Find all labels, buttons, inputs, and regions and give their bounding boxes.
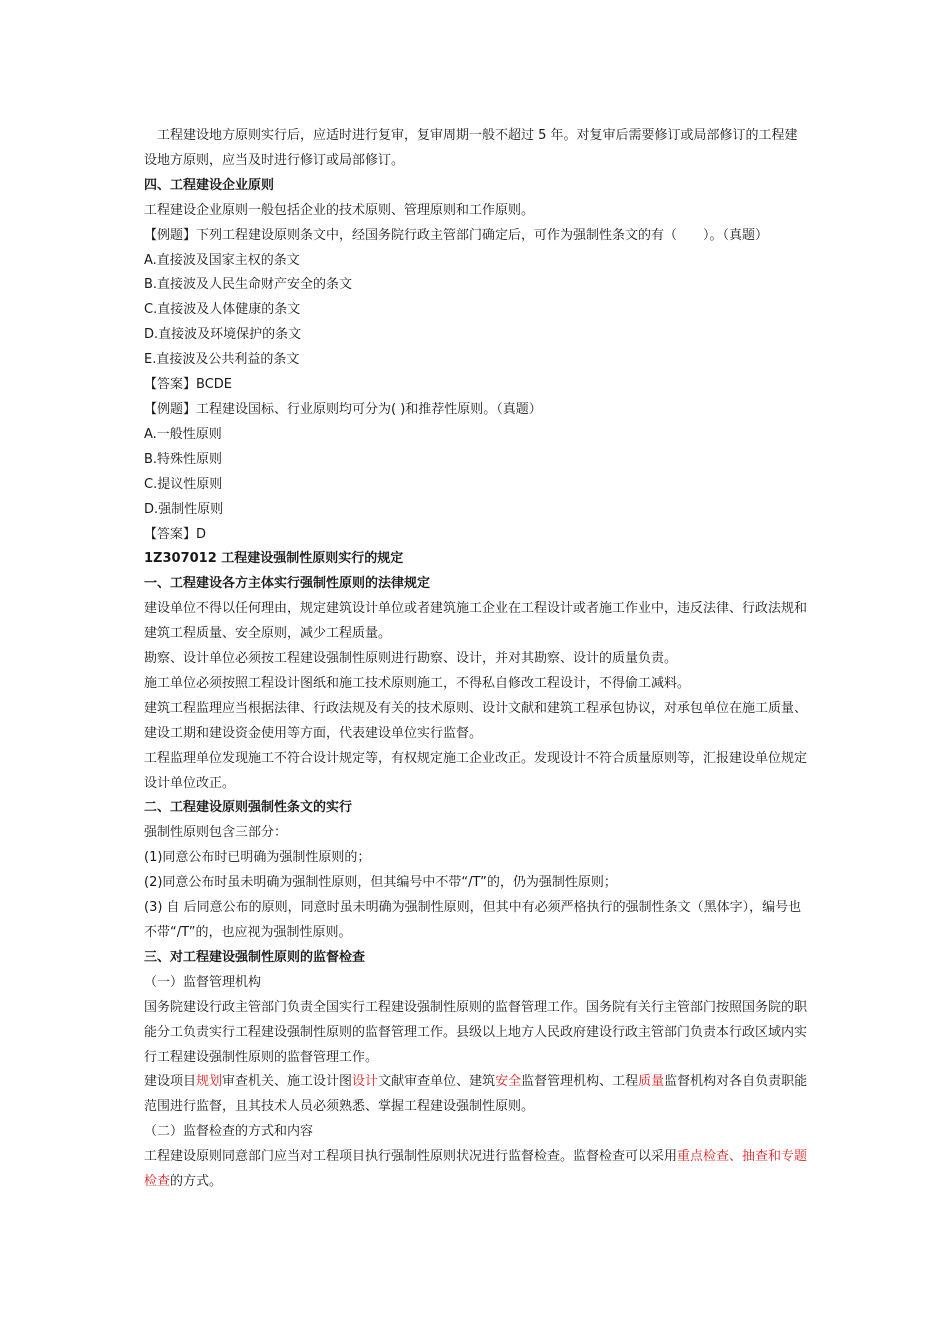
question-1-option-b: B.直接波及人民生命财产安全的条文 <box>144 277 353 293</box>
question-1-answer: 【答案】BCDE <box>144 377 232 393</box>
paragraph-inspection-method <box>144 1145 808 1195</box>
paragraph-three-parts: 强制性原则包含三部分： <box>144 825 288 841</box>
highlight-design: 设计 <box>352 1074 379 1090</box>
text-segment: 审查机关、施工设计图 <box>222 1074 353 1090</box>
highlight-quality: 质量 <box>638 1074 665 1090</box>
heading-enterprise-standards: 四、工程建设企业原则 <box>144 177 275 193</box>
question-2-option-c: C.提议性原则 <box>144 476 223 492</box>
section-heading-1z307012: 1Z307012 工程建设强制性原则实行的规定 <box>144 551 404 567</box>
question-1-stem: 【例题】下列工程建设原则条文中，经国务院行政主管部门确定后，可作为强制性条文的有（ ）。（真题） <box>144 227 769 243</box>
subheading-management-agency: （一）监督管理机构 <box>144 974 262 990</box>
paragraph-builder-duty: 建设单位不得以任何理由，规定建筑设计单位或者建筑施工企业在工程设计或者施工作业中，违反法律、行政法规和建筑工程质量、安全原则，减少工程质量。 <box>144 601 808 642</box>
question-2-option-a: A.一般性原则 <box>144 426 222 442</box>
list-item-part-1: (1)同意公布时已明确为强制性原则的； <box>144 850 371 866</box>
paragraph-supervision-correction: 工程监理单位发现施工不符合设计规定等，有权规定施工企业改正。发现设计不符合质量原则等，汇报建设单位规定设计单位改正。 <box>144 750 808 791</box>
heading-supervision-inspection: 三、对工程建设强制性原则的监督检查 <box>144 949 366 965</box>
text-segment: 建设项目 <box>144 1074 197 1090</box>
text-segment: 的方式。 <box>170 1174 223 1190</box>
heading-legal-provisions: 一、工程建设各方主体实行强制性原则的法律规定 <box>144 576 431 592</box>
question-2-option-b: B.特殊性原则 <box>144 451 223 467</box>
question-1-option-c: C.直接波及人体健康的条文 <box>144 302 301 318</box>
subheading-inspection-method: （二）监督检查的方式和内容 <box>144 1124 314 1140</box>
highlight-planning: 规划 <box>196 1074 223 1090</box>
question-2-option-d: D.强制性原则 <box>144 501 224 517</box>
paragraph-enterprise-standards: 工程建设企业原则一般包括企业的技术原则、管理原则和工作原则。 <box>144 202 535 218</box>
paragraph-review-period: 工程建设地方原则实行后，应适时进行复审，复审周期一般不超过 5 年。对复审后需要修订或局部修订的工程建设地方原则，应当及时进行修订或局部修订。 <box>144 128 798 168</box>
question-1-option-a: A.直接波及国家主权的条文 <box>144 252 300 268</box>
highlight-inspection-types: 重点检查、抽查和专题检查 <box>144 1149 808 1190</box>
question-2-stem: 【例题】工程建设国标、行业原则均可分为( )和推荐性原则。（真题） <box>144 401 542 417</box>
question-1-option-e: E.直接波及公共利益的条文 <box>144 352 300 368</box>
heading-mandatory-provisions: 二、工程建设原则强制性条文的实行 <box>144 800 353 816</box>
paragraph-supervision-duty: 建筑工程监理应当根据法律、行政法规及有关的技术原则、设计文献和建筑工程承包协议，对承包单位在施工质量、建设工期和建设资金使用等方面，代表建设单位实行监督。 <box>144 700 808 741</box>
list-item-part-2: (2)同意公布时虽未明确为强制性原则，但其编号中不带“/T”的，仍为强制性原则； <box>144 875 617 891</box>
paragraph-construction-duty: 施工单位必须按照工程设计图纸和施工技术原则施工，不得私自修改工程设计，不得偷工减料。 <box>144 675 691 691</box>
text-segment: 监督管理机构、工程 <box>521 1074 639 1090</box>
text-segment: 监督机构对各自负责职能范围进行监督，且其技术人员必须熟悉、掌握工程建设强制性原则。 <box>144 1074 808 1115</box>
document-page <box>144 124 808 1195</box>
list-item-part-3: (3) 自 后同意公布的原则，同意时虽未明确为强制性原则，但其中有必须严格执行的强制性条文（黑体字），编号也不带“/T”的，也应视为强制性原则。 <box>144 900 802 940</box>
text-segment: 工程建设原则同意部门应当对工程项目执行强制性原则状况进行监督检查。监督检查可以采用 <box>144 1149 678 1165</box>
question-2-answer: 【答案】D <box>144 526 207 542</box>
paragraph-survey-design-duty: 勘察、设计单位必须按工程建设强制性原则进行勘察、设计，并对其勘察、设计的质量负责。 <box>144 651 678 667</box>
text-segment: 文献审查单位、建筑 <box>378 1074 496 1090</box>
paragraph-supervision-bodies <box>144 1070 808 1120</box>
highlight-safety: 安全 <box>495 1074 522 1090</box>
paragraph-management-agency: 国务院建设行政主管部门负责全国实行工程建设强制性原则的监督管理工作。国务院有关行主管部门按照国务院的职能分工负责实行工程建设强制性原则的监督管理工作。县级以上地方人民政府建设行政主管部门负责本行政区域内实行工程建设强制性原则的监督管理工作。 <box>144 999 808 1065</box>
question-1-option-d: D.直接波及环境保护的条文 <box>144 327 302 343</box>
